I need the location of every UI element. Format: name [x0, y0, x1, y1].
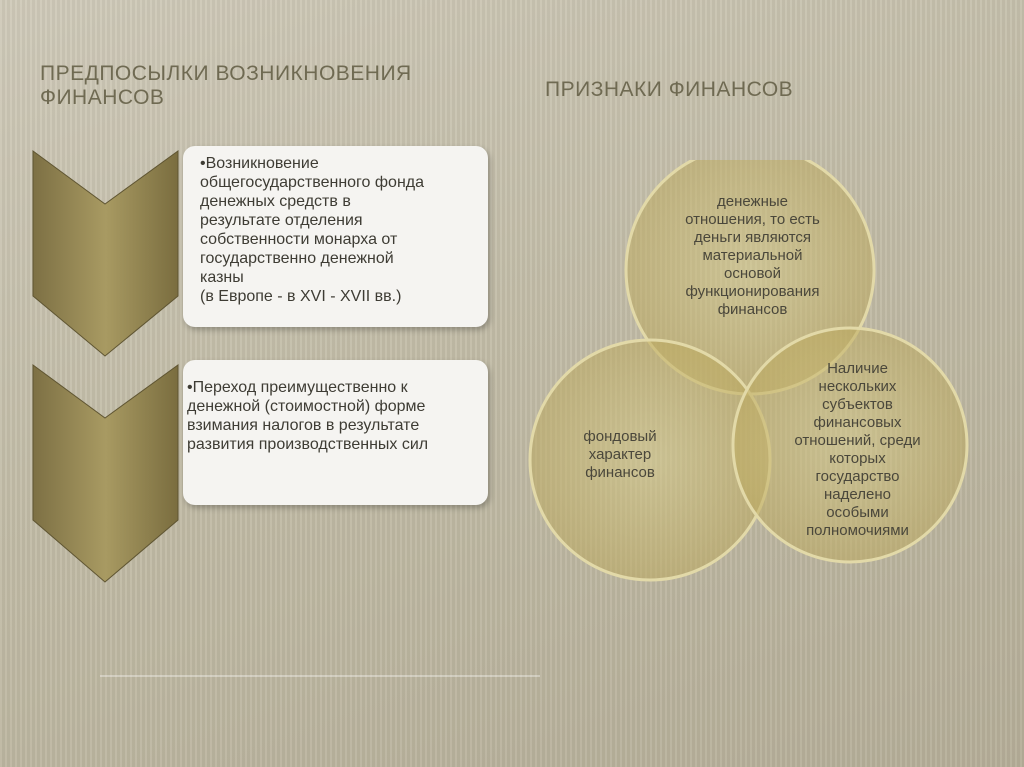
chevron-down-icon — [28, 146, 183, 366]
right-section-title: ПРИЗНАКИ ФИНАНСОВ — [545, 78, 794, 101]
feature-fund-character: фондовый характер финансов — [583, 428, 657, 481]
prerequisite-item-1 — [183, 146, 488, 327]
prerequisite-text: •Возникновение общегосударственного фонда денежных средств в результате отделения собственности монарха от государственно денежной казны (в Европе - в XVI - XVII вв.) — [200, 155, 425, 305]
chevron-down-icon — [28, 360, 183, 590]
divider — [100, 675, 540, 677]
left-section-title: ПРЕДПОСЫЛКИ ВОЗНИКНОВЕНИЯ ФИНАНСОВ — [40, 62, 412, 109]
feature-multiple-subjects: Наличие нескольких субъектов финансовых отношений, среди которых государство наделено особыми полномочиями — [794, 360, 921, 539]
prerequisite-item-2 — [183, 360, 488, 505]
prerequisite-text: •Переход преимущественно к денежной (стоимостной) форме взимания налогов в результате развития производственных сил — [187, 379, 429, 453]
feature-monetary-relations: денежные отношения, то есть деньги являются материальной основой функционирования финансов — [685, 193, 820, 318]
